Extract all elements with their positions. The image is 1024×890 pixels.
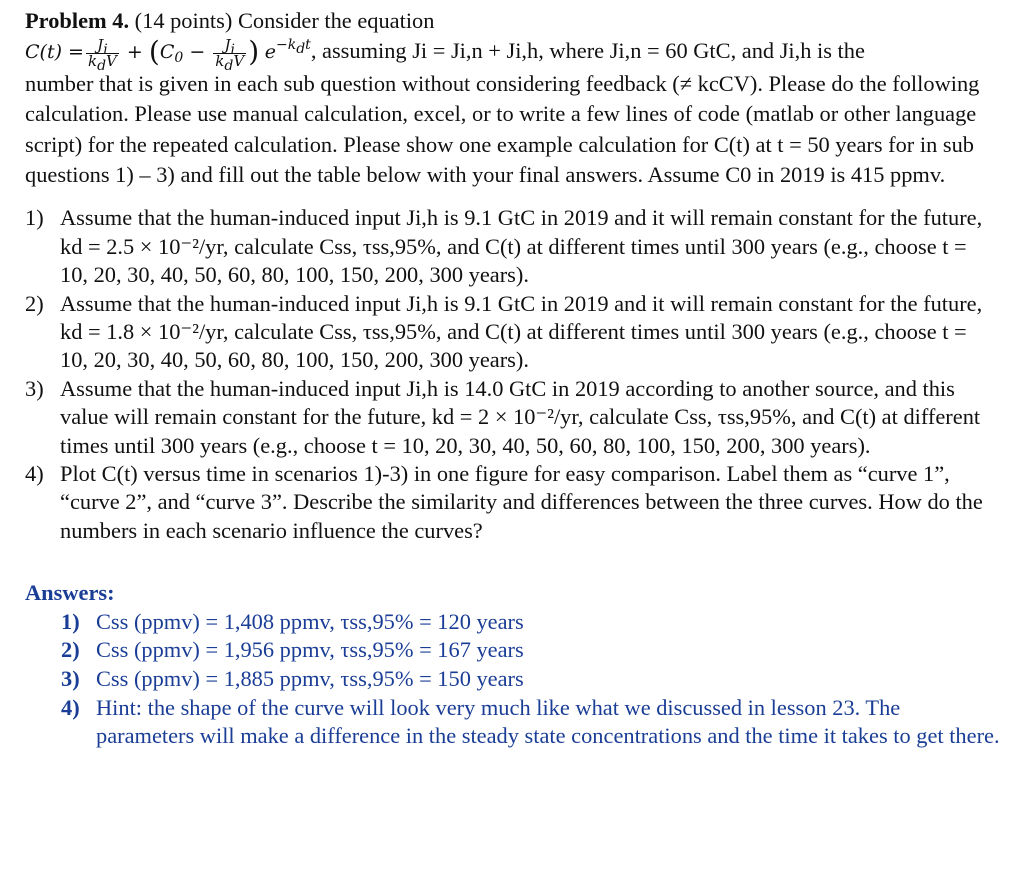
equation-c0: $C_0$ xyxy=(159,41,184,67)
question-list xyxy=(25,204,1000,545)
equation-minus: − xyxy=(183,41,212,64)
problem-intro xyxy=(25,6,1000,190)
question-2: 2) Assume that the human-induced input Ji,h is 9.1 GtC in 2019 and it will remain constant for the future, kd = 1.8 × 10⁻²/yr, calculate Css, τss,95%, and C(t) at different times until 300 years (e.g., choose t = 10, 20, 30, 40, 50, 60, 80, 100, 150, 200, 300 years). xyxy=(25,290,983,373)
answers-header: Answers: xyxy=(25,580,115,606)
answer-3: 3) Css (ppmv) = 1,885 ppmv, τss,95% = 150 years xyxy=(61,666,524,692)
equation-plus: + xyxy=(120,41,149,64)
equation-assumption: , assuming Ji = Ji,n + Ji,h, where Ji,n = 60 GtC, and Ji,h is the xyxy=(310,38,865,64)
problem-body: number that is given in each sub question without considering feedback (≠ kcCV). Please do the following calculation. Please use manual calculation, excel, or to write a few lines of code (matlab or other language script) for the repeated calculation. Please show one example calculation for C(t) at t = 50 years for in sub questions 1) – 3) and fill out the table below with your final answers. Assume C0 in 2019 is 415 ppmv. xyxy=(25,70,980,187)
close-paren: ) xyxy=(248,35,260,69)
fraction-ji-over-kdv-2: $\frac{J_i}{k_dV}$ xyxy=(215,35,245,74)
fraction-ji-over-kdv: $\frac{J_i}{k_dV}$ xyxy=(87,35,117,74)
answer-4: 4) Hint: the shape of the curve will look very much like what we discussed in lesson 23. The parameters will make a difference in the steady state concentrations and the time it takes to get there. xyxy=(61,694,1000,749)
problem-points: (14 points) xyxy=(134,8,233,33)
question-4: 4) Plot C(t) versus time in scenarios 1)-3) in one figure for easy comparison. Label them as “curve 1”, “curve 2”, and “curve 3”. Describe the similarity and differences between the three curves. How do the numbers in each scenario influence the curves? xyxy=(25,461,983,543)
answer-list xyxy=(25,608,1000,751)
problem-lead: Consider the equation xyxy=(237,8,435,33)
answer-1: 1) Css (ppmv) = 1,408 ppmv, τss,95% = 120 years xyxy=(61,608,524,634)
question-3: 3) Assume that the human-induced input Ji,h is 14.0 GtC in 2019 according to another source, and this value will remain constant for the future, kd = 2 × 10⁻²/yr, calculate Css, τss,95%, and C(t) at different times until 300 years (e.g., choose t = 10, 20, 30, 40, 50, 60, 80, 100, 150, 200, 300 years). xyxy=(25,375,981,458)
equation-line xyxy=(25,35,865,74)
equation-exponential: $e^{-k_dt}$ xyxy=(264,37,311,64)
answer-2: 2) Css (ppmv) = 1,956 ppmv, τss,95% = 167 years xyxy=(61,637,524,663)
equation-lhs: C(t) = xyxy=(25,41,84,64)
problem-label: Problem 4. xyxy=(25,8,130,33)
answers-section xyxy=(25,579,1000,751)
question-1: 1) Assume that the human-induced input Ji,h is 9.1 GtC in 2019 and it will remain constant for the future, kd = 2.5 × 10⁻²/yr, calculate Css, τss,95%, and C(t) at different times until 300 years (e.g., choose t = 10, 20, 30, 40, 50, 60, 80, 100, 150, 200, 300 years). xyxy=(25,205,983,288)
open-paren: ( xyxy=(148,35,160,69)
